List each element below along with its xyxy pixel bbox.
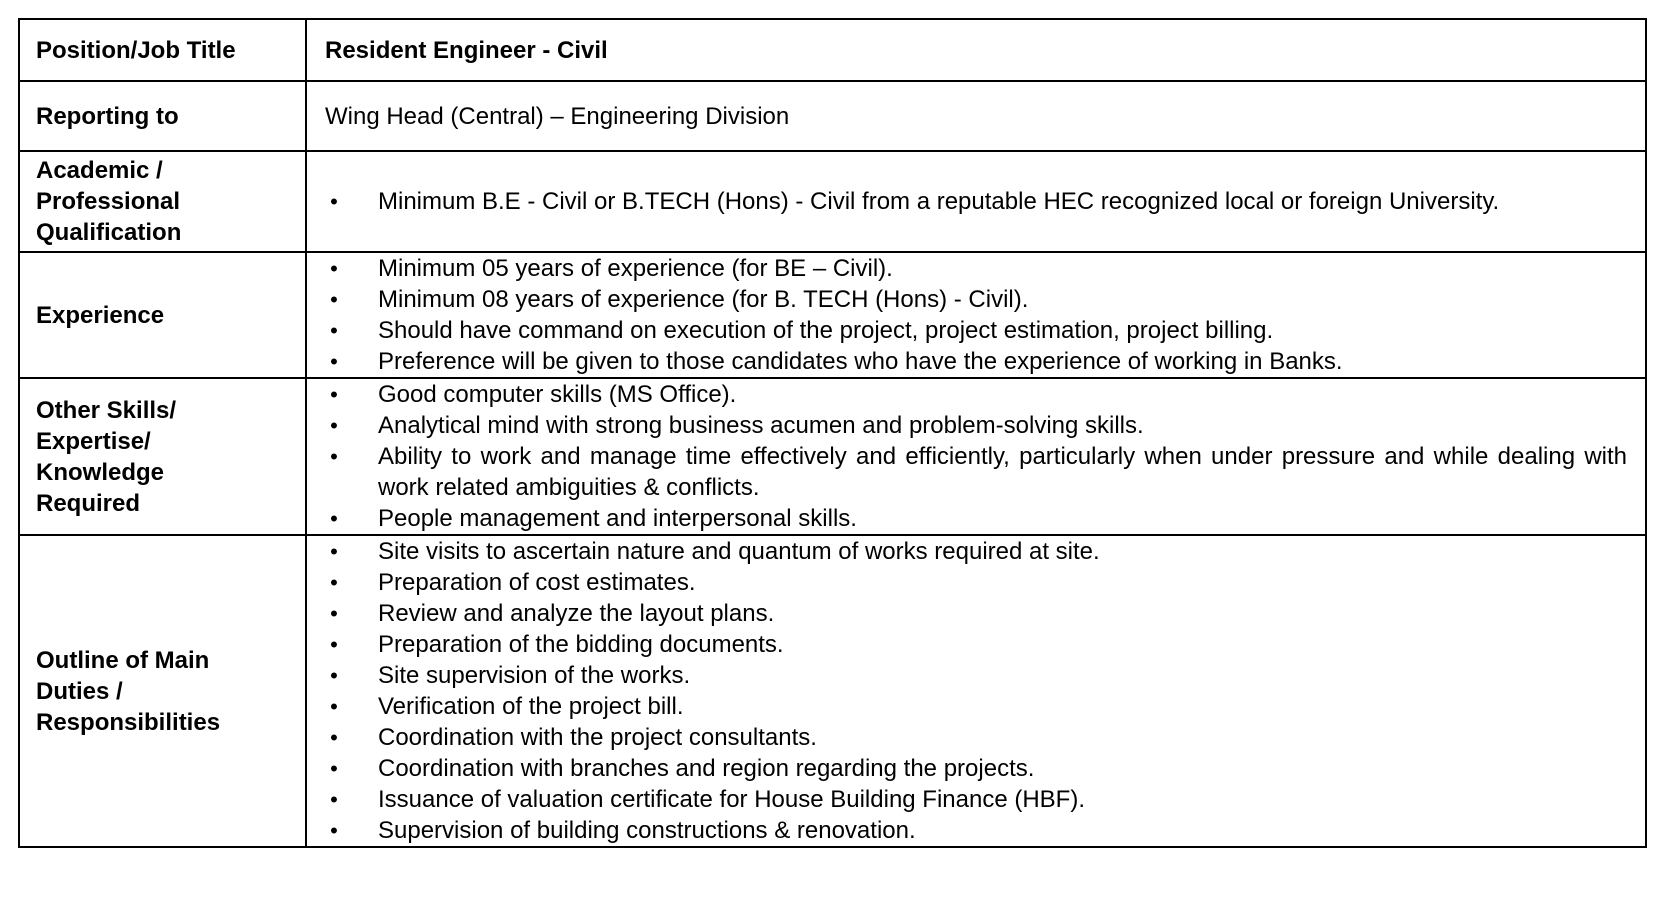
list-item-text: Review and analyze the layout plans. bbox=[378, 600, 775, 627]
list-item-text: Ability to work and manage time effectively and efficiently, particularly when under pressure and while dealing with work related ambiguities & conflicts. bbox=[378, 443, 1627, 501]
list-item bbox=[307, 253, 1627, 284]
row-job-title bbox=[19, 19, 1646, 81]
bullet-icon: • bbox=[330, 694, 338, 719]
qualification-list bbox=[307, 186, 1627, 217]
label-line: Knowledge bbox=[36, 458, 165, 486]
bullet-icon: • bbox=[330, 287, 338, 312]
value-main-duties bbox=[306, 535, 1646, 847]
label-line: Professional bbox=[36, 188, 181, 215]
value-experience bbox=[306, 252, 1646, 378]
value-job-title: Resident Engineer - Civil bbox=[306, 19, 1646, 81]
value-qualification bbox=[306, 151, 1646, 252]
list-item-text: Analytical mind with strong business acumen and problem-solving skills. bbox=[378, 412, 1144, 439]
bullet-icon: • bbox=[330, 382, 338, 407]
value-reporting-to: Wing Head (Central) – Engineering Division bbox=[306, 81, 1646, 151]
bullet-icon: • bbox=[330, 539, 338, 564]
list-item-text: People management and interpersonal skills. bbox=[378, 505, 857, 532]
row-qualification bbox=[19, 151, 1646, 252]
list-item bbox=[307, 186, 1627, 217]
label-line: Expertise/ bbox=[36, 427, 151, 455]
list-item bbox=[307, 629, 1627, 660]
list-item bbox=[307, 784, 1627, 815]
skills-list bbox=[307, 379, 1627, 534]
list-item-text: Minimum 05 years of experience (for BE – Civil). bbox=[378, 255, 893, 282]
bullet-icon: • bbox=[330, 725, 338, 750]
bullet-icon: • bbox=[330, 506, 338, 531]
label-reporting-to: Reporting to bbox=[19, 81, 306, 151]
list-item bbox=[307, 567, 1627, 598]
label-other-skills bbox=[19, 378, 306, 535]
label-line: Outline of Main bbox=[36, 646, 210, 674]
list-item-text: Good computer skills (MS Office). bbox=[378, 381, 737, 408]
value-other-skills bbox=[306, 378, 1646, 535]
label-line: Academic / bbox=[36, 157, 163, 184]
list-item bbox=[307, 722, 1627, 753]
bullet-icon: • bbox=[330, 413, 338, 438]
experience-list bbox=[307, 253, 1627, 377]
bullet-icon: • bbox=[330, 570, 338, 595]
label-experience: Experience bbox=[19, 252, 306, 378]
list-item bbox=[307, 441, 1627, 503]
duties-list bbox=[307, 536, 1627, 846]
list-item bbox=[307, 284, 1627, 315]
list-item-text: Coordination with branches and region regarding the projects. bbox=[378, 755, 1035, 782]
list-item-text: Site visits to ascertain nature and quantum of works required at site. bbox=[378, 538, 1100, 565]
row-other-skills bbox=[19, 378, 1646, 535]
list-item-text: Verification of the project bill. bbox=[378, 693, 684, 720]
list-item bbox=[307, 660, 1627, 691]
row-main-duties bbox=[19, 535, 1646, 847]
bullet-icon: • bbox=[330, 256, 338, 281]
bullet-icon: • bbox=[330, 349, 338, 374]
bullet-icon: • bbox=[330, 318, 338, 343]
list-item-text: Preference will be given to those candidates who have the experience of working in Banks. bbox=[378, 348, 1343, 375]
list-item-text: Preparation of the bidding documents. bbox=[378, 631, 784, 658]
label-job-title: Position/Job Title bbox=[19, 19, 306, 81]
list-item bbox=[307, 410, 1627, 441]
label-main-duties bbox=[19, 535, 306, 847]
list-item bbox=[307, 346, 1627, 377]
list-item-text: Preparation of cost estimates. bbox=[378, 569, 696, 596]
list-item-text: Site supervision of the works. bbox=[378, 662, 691, 689]
bullet-icon: • bbox=[330, 189, 338, 214]
list-item bbox=[307, 315, 1627, 346]
list-item bbox=[307, 536, 1627, 567]
bullet-icon: • bbox=[330, 818, 338, 843]
list-item-text: Minimum 08 years of experience (for B. TECH (Hons) - Civil). bbox=[378, 286, 1029, 313]
job-description-table bbox=[18, 18, 1647, 848]
list-item-text: Issuance of valuation certificate for House Building Finance (HBF). bbox=[378, 786, 1086, 813]
list-item bbox=[307, 503, 1627, 534]
bullet-icon: • bbox=[330, 787, 338, 812]
label-line: Qualification bbox=[36, 219, 182, 246]
list-item-text: Coordination with the project consultants. bbox=[378, 724, 817, 751]
label-line: Responsibilities bbox=[36, 708, 221, 736]
bullet-icon: • bbox=[330, 632, 338, 657]
list-item bbox=[307, 379, 1627, 410]
bullet-icon: • bbox=[330, 601, 338, 626]
list-item bbox=[307, 753, 1627, 784]
bullet-icon: • bbox=[330, 756, 338, 781]
label-qualification bbox=[19, 151, 306, 252]
label-line: Required bbox=[36, 489, 141, 517]
label-line: Other Skills/ bbox=[36, 396, 177, 424]
row-reporting-to bbox=[19, 81, 1646, 151]
row-experience bbox=[19, 252, 1646, 378]
bullet-icon: • bbox=[330, 663, 338, 688]
list-item bbox=[307, 691, 1627, 722]
list-item bbox=[307, 815, 1627, 846]
bullet-icon: • bbox=[330, 444, 338, 469]
list-item-text: Supervision of building constructions & renovation. bbox=[378, 817, 916, 844]
label-line: Duties / bbox=[36, 677, 123, 705]
list-item-text: Minimum B.E - Civil or B.TECH (Hons) - Civil from a reputable HEC recognized local or foreign University. bbox=[378, 188, 1500, 215]
list-item-text: Should have command on execution of the project, project estimation, project billing. bbox=[378, 317, 1274, 344]
list-item bbox=[307, 598, 1627, 629]
